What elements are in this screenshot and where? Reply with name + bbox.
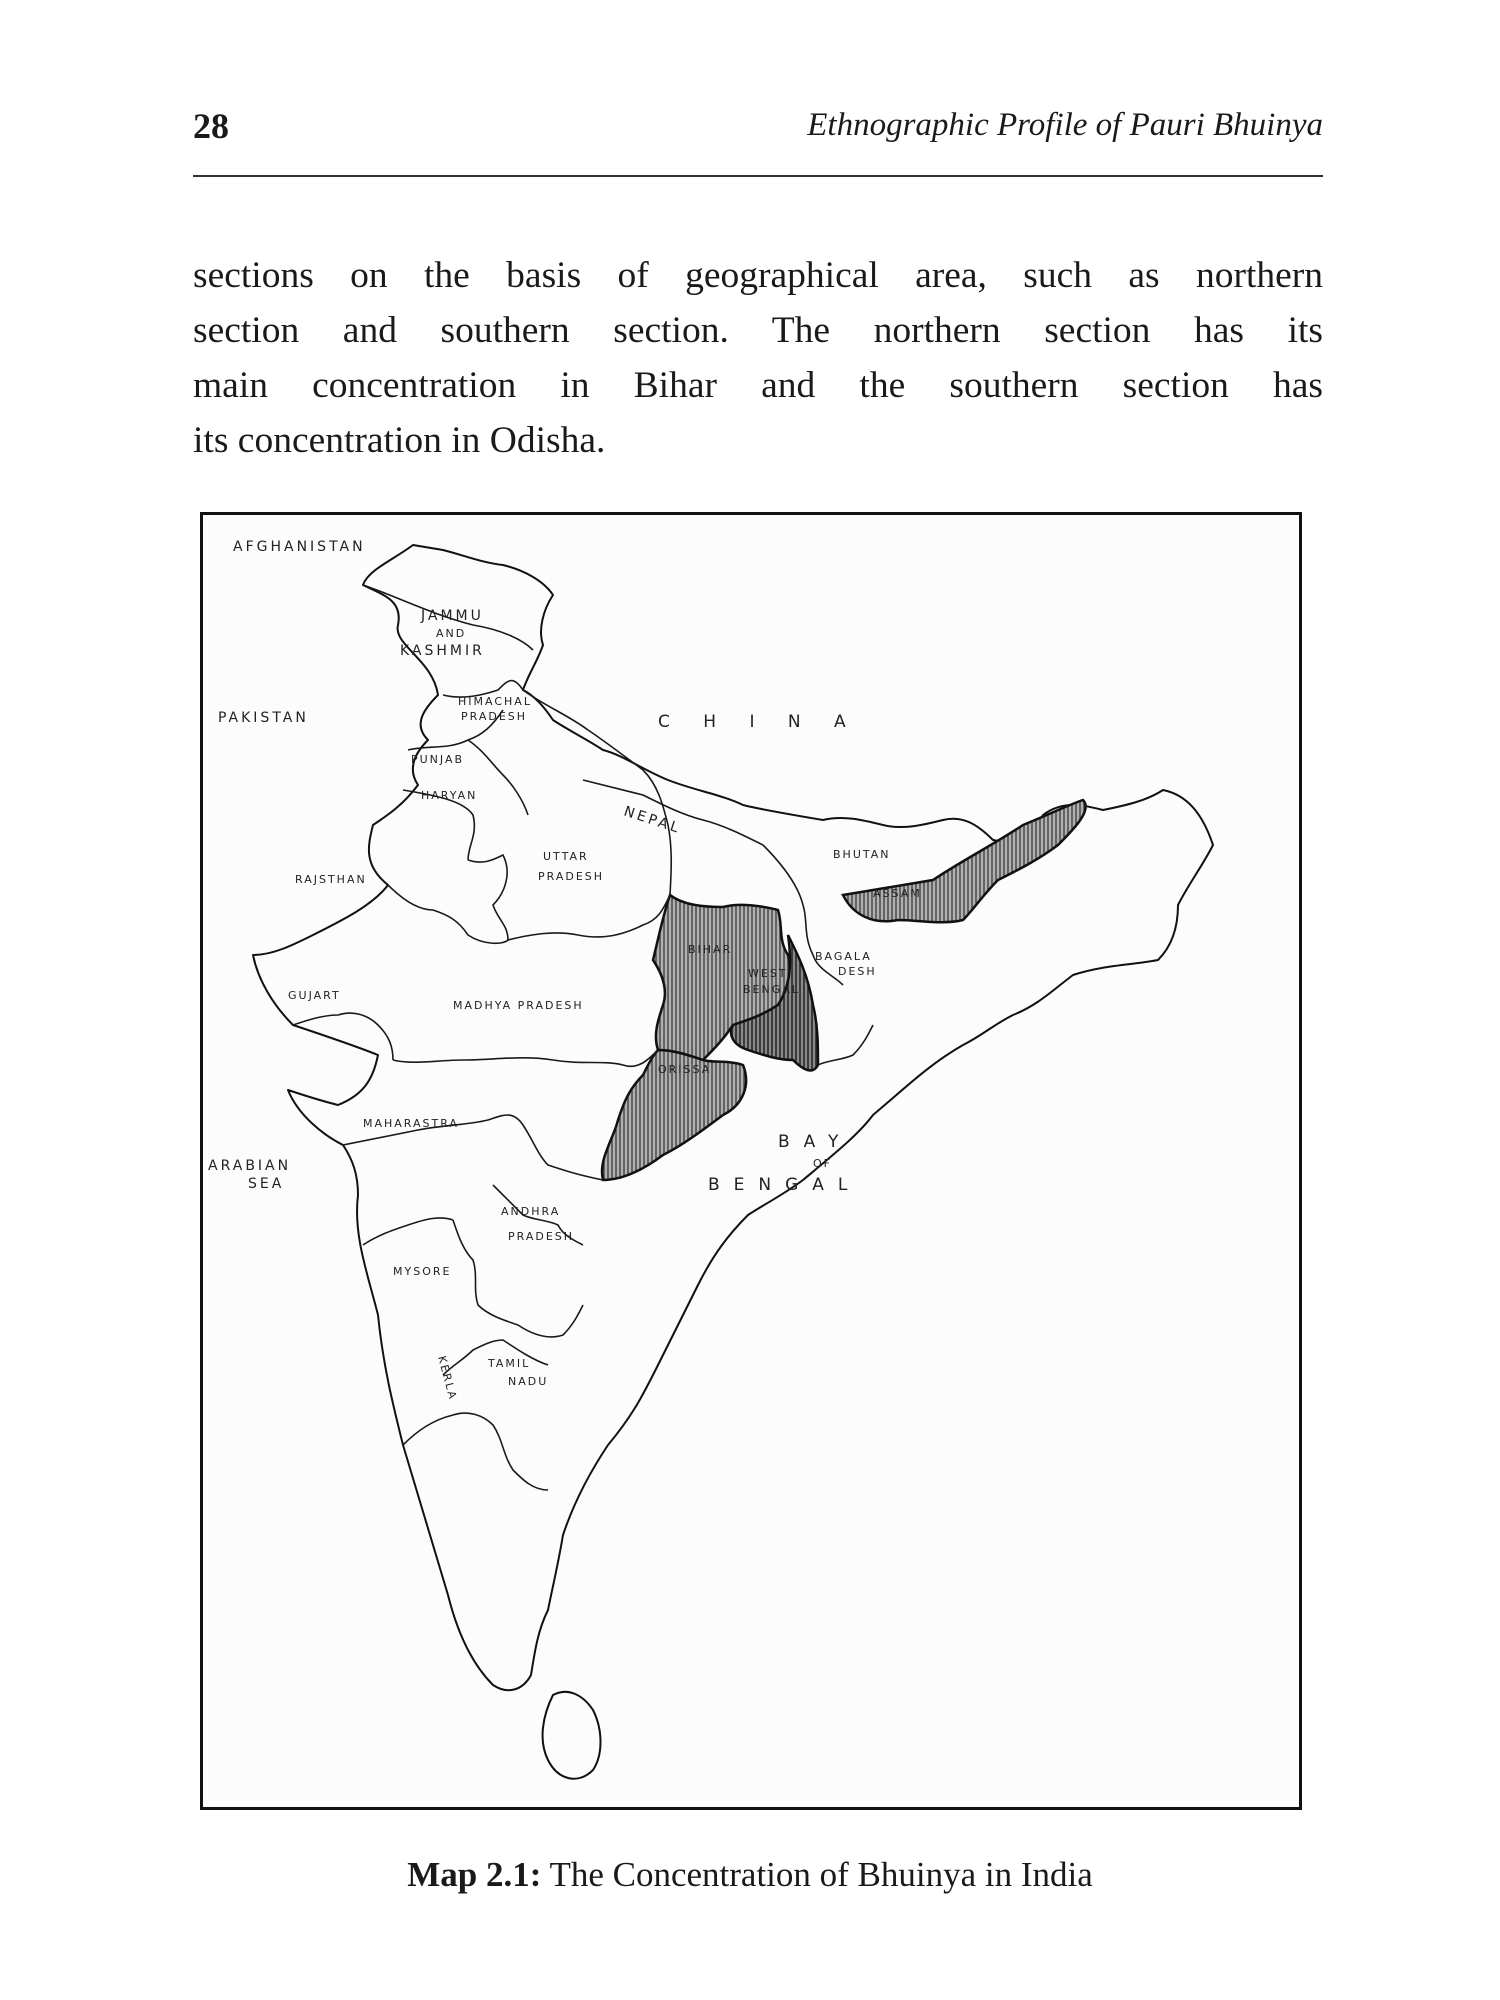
page-number: 28 bbox=[193, 106, 229, 146]
body-line: main concentration in Bihar and the southern section has bbox=[193, 365, 1323, 406]
label-bengal: BENGAL bbox=[708, 1175, 862, 1195]
label-andhra-pradesh: PRADESH bbox=[508, 1230, 575, 1243]
label-kerala: KERLA bbox=[435, 1354, 460, 1402]
label-himachal: HIMACHAL bbox=[458, 695, 532, 708]
label-of: OF bbox=[813, 1157, 832, 1170]
label-himachal-pradesh: PRADESH bbox=[461, 710, 528, 723]
body-paragraph bbox=[193, 248, 1323, 468]
label-china: C H I N A bbox=[658, 712, 860, 732]
label-nepal: NEPAL bbox=[621, 803, 684, 838]
label-gujarat: GUJART bbox=[288, 989, 341, 1002]
page-header bbox=[193, 105, 1323, 155]
header-rule bbox=[193, 175, 1323, 177]
label-uttar: UTTAR bbox=[543, 850, 589, 863]
label-west-bengal-1: WEST bbox=[748, 967, 788, 980]
label-bangladesh-2: DESH bbox=[838, 965, 877, 978]
label-arabian: ARABIAN bbox=[208, 1158, 292, 1174]
label-and: AND bbox=[436, 627, 467, 640]
caption-text: The Concentration of Bhuinya in India bbox=[541, 1855, 1093, 1894]
label-assam: ASSAM bbox=[873, 887, 922, 900]
label-bihar: BIHAR bbox=[688, 943, 733, 956]
label-uttar-pradesh: PRADESH bbox=[538, 870, 605, 883]
running-title: Ethnographic Profile of Pauri Bhuinya bbox=[807, 107, 1323, 143]
label-kashmir: KASHMIR bbox=[400, 643, 485, 659]
label-bhutan: BHUTAN bbox=[833, 848, 891, 861]
label-jammu: JAMMU bbox=[421, 608, 484, 624]
label-nadu: NADU bbox=[508, 1375, 549, 1388]
label-afghanistan: AFGHANISTAN bbox=[233, 539, 366, 555]
body-line: section and southern section. The northern section has its bbox=[193, 310, 1323, 351]
label-mysore: MYSORE bbox=[393, 1265, 452, 1278]
label-rajasthan: RAJSTHAN bbox=[295, 873, 367, 886]
india-map bbox=[203, 515, 1299, 1807]
body-line: sections on the basis of geographical area, such as northern bbox=[193, 255, 1323, 296]
label-bangladesh-1: BAGALA bbox=[815, 950, 872, 963]
label-tamil: TAMIL bbox=[488, 1357, 531, 1370]
label-bay: BAY bbox=[778, 1132, 853, 1152]
map-figure bbox=[200, 512, 1302, 1810]
label-madhya-pradesh: MADHYA PRADESH bbox=[453, 999, 584, 1012]
label-pakistan: PAKISTAN bbox=[218, 710, 309, 726]
label-andhra: ANDHRA bbox=[501, 1205, 561, 1218]
label-orissa: ORISSA bbox=[658, 1063, 712, 1076]
label-maharashtra: MAHARASTRA bbox=[363, 1117, 459, 1130]
body-line: its concentration in Odisha. bbox=[193, 420, 606, 461]
figure-caption bbox=[0, 1855, 1500, 1895]
sri-lanka-outline bbox=[543, 1692, 601, 1779]
assam-hatched-region bbox=[843, 800, 1086, 922]
caption-label: Map 2.1: bbox=[407, 1855, 542, 1894]
label-sea: SEA bbox=[248, 1176, 285, 1192]
label-west-bengal-2: BENGAL bbox=[743, 983, 800, 996]
label-haryana: HARYAN bbox=[421, 789, 478, 802]
label-punjab: PUNJAB bbox=[411, 753, 465, 766]
